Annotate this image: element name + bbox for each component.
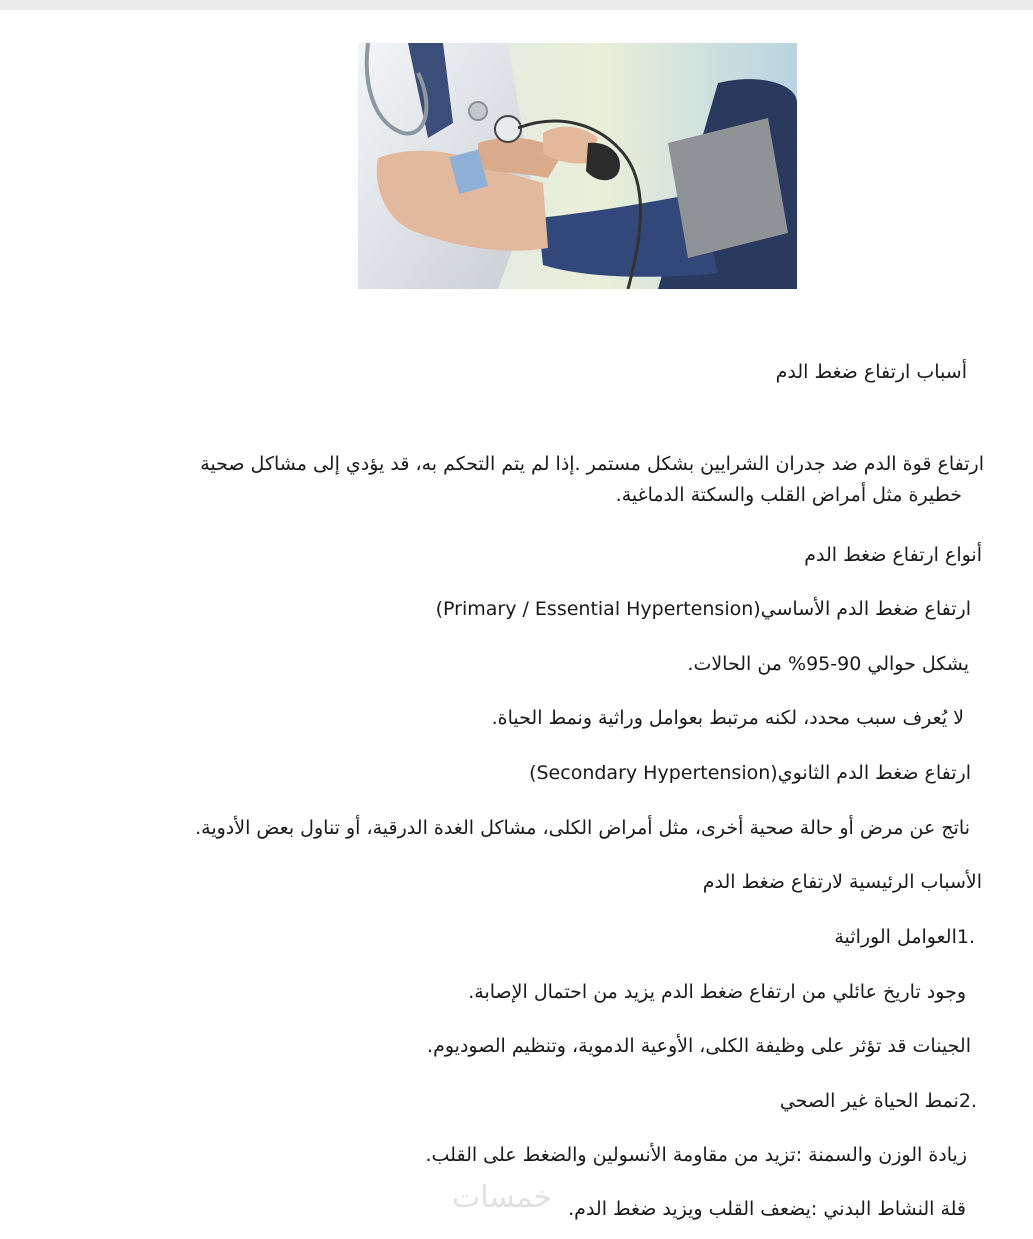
watermark-logo: خمسات (452, 1180, 553, 1215)
article-title: أسباب ارتفاع ضغط الدم (775, 361, 967, 383)
type2-title: ارتفاع ضغط الدم الثانوي(Secondary Hypertension) (529, 762, 971, 784)
cause1-title: .1العوامل الوراثية (834, 926, 975, 948)
cause1-point-1: وجود تاريخ عائلي من ارتفاع ضغط الدم يزيد من احتمال الإصابة. (468, 981, 966, 1003)
types-heading: أنواع ارتفاع ضغط الدم (804, 544, 982, 566)
type2-point-1: ناتج عن مرض أو حالة صحية أخرى، مثل أمراض الكلى، مشاكل الغدة الدرقية، أو تناول بعض الأدوية. (195, 817, 970, 839)
intro-paragraph (79, 449, 984, 511)
top-strip (0, 0, 1033, 10)
cause2-point-2: قلة النشاط البدني :يضعف القلب ويزيد ضغط الدم. (568, 1198, 966, 1220)
cause2-title: .2نمط الحياة غير الصحي (779, 1090, 977, 1112)
header-photo (358, 43, 797, 289)
type1-point-1: يشكل حوالي 90-95% من الحالات. (687, 653, 969, 675)
cause1-point-2: الجينات قد تؤثر على وظيفة الكلى، الأوعية الدموية، وتنظيم الصوديوم. (427, 1035, 971, 1057)
causes-heading: الأسباب الرئيسية لارتفاع ضغط الدم (702, 871, 982, 893)
intro-line-1: ارتفاع قوة الدم ضد جدران الشرايين بشكل مستمر .إذا لم يتم التحكم به، قد يؤدي إلى مشاكل صحية (200, 453, 984, 475)
cause2-point-1: زيادة الوزن والسمنة :تزيد من مقاومة الأنسولين والضغط على القلب. (425, 1144, 967, 1166)
intro-line-2: خطيرة مثل أمراض القلب والسكتة الدماغية. (615, 484, 962, 506)
type1-title: ارتفاع ضغط الدم الأساسي(Primary / Essential Hypertension) (435, 598, 971, 620)
type1-point-2: لا يُعرف سبب محدد، لكنه مرتبط بعوامل وراثية ونمط الحياة. (491, 707, 964, 729)
